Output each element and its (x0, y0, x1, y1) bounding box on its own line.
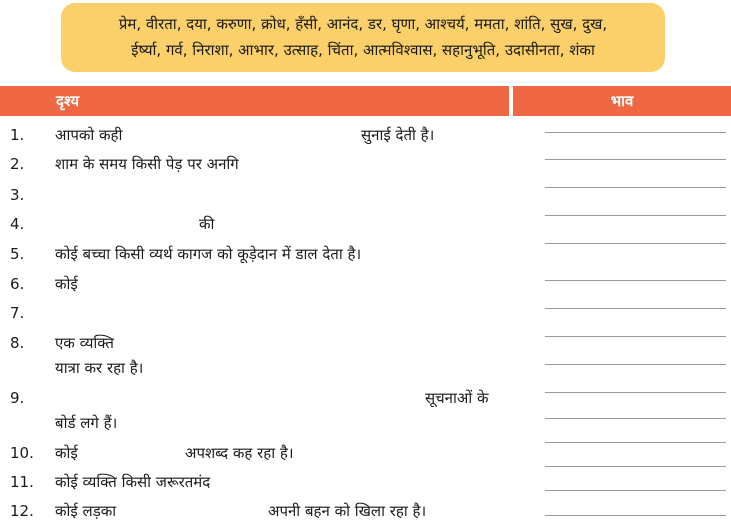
answer-line (545, 308, 726, 309)
scene-text: सूचनाओं के (425, 389, 489, 407)
row-number: 8. (10, 334, 25, 352)
row-number: 6. (10, 275, 25, 293)
scene-text: कोई (55, 275, 78, 293)
scene-text: आपको कही (55, 126, 123, 144)
answer-line (545, 418, 726, 419)
scene-text: अपनी बहन को खिला रहा है। (268, 502, 427, 520)
row-number: 3. (10, 186, 25, 204)
answer-line (545, 490, 726, 491)
scene-text: कोई लड़का (55, 502, 117, 520)
scene-column-header (0, 86, 509, 116)
answer-line (545, 364, 726, 365)
word-bank-line-1: प्रेम, वीरता, दया, करुणा, क्रोध, हँसी, आनंद, डर, घृणा, आश्चर्य, ममता, शांति, सुख, दुख, (118, 15, 608, 33)
row-number: 12. (10, 502, 34, 520)
answer-line (545, 466, 726, 467)
scene-text-continued: यात्रा कर रहा है। (55, 359, 144, 377)
answer-line (545, 336, 726, 337)
emotion-header-label: भाव (610, 92, 634, 110)
row-number: 5. (10, 245, 25, 263)
answer-line (545, 280, 726, 281)
scene-text: कोई व्यक्ति किसी जरूरतमंद (55, 473, 211, 491)
emotion-column-header (513, 86, 731, 116)
scene-header-label: दृश्य (56, 92, 80, 110)
word-bank-line-2: ईर्ष्या, गर्व, निराशा, आभार, उत्साह, चिंता, आत्मविश्वास, सहानुभूति, उदासीनता, शंका (131, 41, 595, 59)
answer-line (545, 215, 726, 216)
row-number: 4. (10, 215, 25, 233)
row-number: 1. (10, 126, 25, 144)
row-number: 7. (10, 304, 25, 322)
scene-text: सुनाई देती है। (361, 126, 435, 144)
answer-line (545, 515, 726, 516)
word-bank-box (61, 3, 665, 72)
row-number: 11. (10, 473, 34, 491)
scene-text-continued: बोर्ड लगे हैं। (55, 414, 118, 432)
answer-line (545, 243, 726, 244)
answer-line (545, 132, 726, 133)
row-number: 9. (10, 389, 25, 407)
scene-text: शाम के समय किसी पेड़ पर अनगि (55, 155, 239, 173)
scene-text: की (199, 215, 215, 233)
scene-text: एक व्यक्ति (55, 334, 114, 352)
scene-text: अपशब्द कह रहा है। (185, 444, 294, 462)
scene-text: कोई (55, 444, 78, 462)
row-number: 2. (10, 155, 25, 173)
answer-line (545, 187, 726, 188)
answer-line (545, 392, 726, 393)
row-number: 10. (10, 444, 34, 462)
answer-line (545, 159, 726, 160)
scene-text: कोई बच्चा किसी व्यर्थ कागज को कूड़ेदान में डाल देता है। (55, 245, 362, 263)
answer-line (545, 442, 726, 443)
